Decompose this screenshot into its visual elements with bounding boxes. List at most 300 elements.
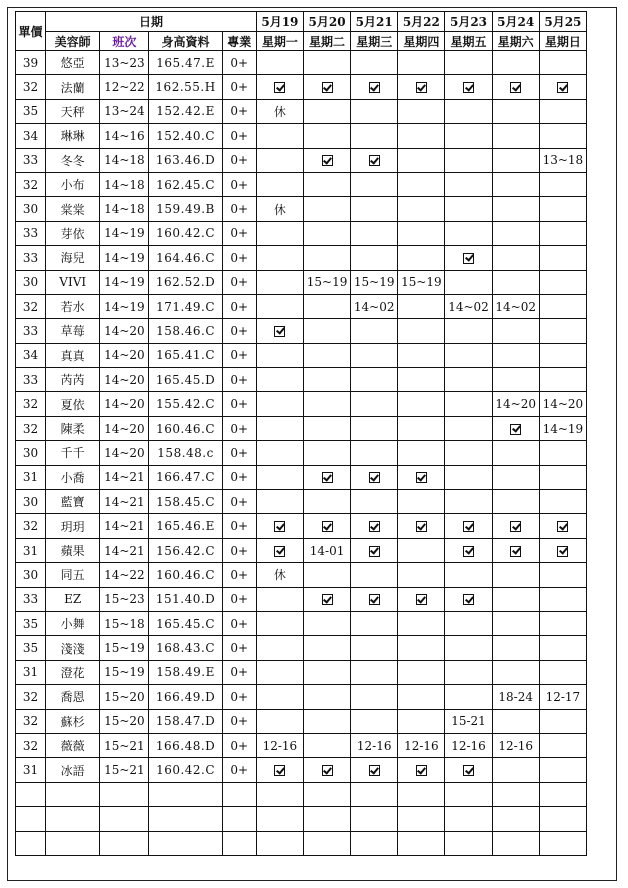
stylist-name: 小舞 xyxy=(46,611,100,635)
shift-cell: 14~19 xyxy=(100,246,149,270)
day-cell xyxy=(398,685,445,709)
day-cell xyxy=(492,563,539,587)
day-cell xyxy=(445,368,492,392)
day-cell xyxy=(539,538,586,562)
header-price: 單價 xyxy=(16,12,46,51)
empty-row xyxy=(16,782,587,806)
body-data-cell: 166.48.D xyxy=(149,733,222,757)
day-cell xyxy=(398,172,445,196)
checkbox-checked-icon xyxy=(463,82,474,93)
day-cell xyxy=(398,611,445,635)
day-cell xyxy=(256,611,303,635)
day-cell xyxy=(398,392,445,416)
day-cell: 14~20 xyxy=(539,392,586,416)
day-cell: 12-16 xyxy=(351,733,398,757)
checkbox-checked-icon xyxy=(369,82,380,93)
day-cell xyxy=(539,587,586,611)
day-cell: 休 xyxy=(256,197,303,221)
header-date-5: 5月24 xyxy=(492,12,539,32)
stylist-name: 冬冬 xyxy=(46,148,100,172)
body-data-cell: 166.49.D xyxy=(149,685,222,709)
price-cell: 33 xyxy=(16,368,46,392)
day-cell xyxy=(303,636,350,660)
day-cell xyxy=(351,538,398,562)
table-row xyxy=(16,611,587,635)
price-cell: 33 xyxy=(16,246,46,270)
day-cell xyxy=(398,514,445,538)
day-cell xyxy=(303,758,350,782)
checkbox-checked-icon xyxy=(557,546,568,557)
day-cell xyxy=(492,490,539,514)
shift-cell: 15~19 xyxy=(100,660,149,684)
header-date-3: 5月22 xyxy=(398,12,445,32)
day-cell xyxy=(492,368,539,392)
empty-cell xyxy=(256,831,303,855)
body-data-cell: 160.42.C xyxy=(149,221,222,245)
day-cell xyxy=(445,636,492,660)
empty-cell xyxy=(303,807,350,831)
stylist-name: 海兒 xyxy=(46,246,100,270)
empty-cell xyxy=(16,807,46,831)
day-cell xyxy=(256,392,303,416)
price-cell: 39 xyxy=(16,51,46,75)
body-data-cell: 162.52.D xyxy=(149,270,222,294)
day-cell xyxy=(445,75,492,99)
day-cell xyxy=(256,124,303,148)
day-cell xyxy=(539,294,586,318)
day-cell xyxy=(398,368,445,392)
table-row xyxy=(16,221,587,245)
checkbox-checked-icon xyxy=(274,765,285,776)
pro-cell: 0+ xyxy=(222,197,256,221)
shift-cell: 15~20 xyxy=(100,709,149,733)
checkbox-checked-icon xyxy=(463,594,474,605)
day-cell xyxy=(539,124,586,148)
checkbox-checked-icon xyxy=(322,472,333,483)
day-cell xyxy=(445,465,492,489)
day-cell: 18-24 xyxy=(492,685,539,709)
day-cell xyxy=(445,270,492,294)
day-cell: 13~18 xyxy=(539,148,586,172)
stylist-name: 棠棠 xyxy=(46,197,100,221)
day-cell xyxy=(445,611,492,635)
empty-cell xyxy=(351,807,398,831)
checkbox-checked-icon xyxy=(557,82,568,93)
day-cell xyxy=(492,172,539,196)
day-cell: 休 xyxy=(256,563,303,587)
body-data-cell: 168.43.C xyxy=(149,636,222,660)
empty-cell xyxy=(46,831,100,855)
shift-cell: 14~21 xyxy=(100,538,149,562)
shift-cell: 12~22 xyxy=(100,75,149,99)
day-cell xyxy=(398,587,445,611)
day-cell xyxy=(256,246,303,270)
price-cell: 32 xyxy=(16,514,46,538)
price-cell: 34 xyxy=(16,124,46,148)
day-cell xyxy=(398,636,445,660)
day-cell xyxy=(398,197,445,221)
pro-cell: 0+ xyxy=(222,99,256,123)
day-cell xyxy=(351,319,398,343)
price-cell: 33 xyxy=(16,319,46,343)
body-data-cell: 160.42.C xyxy=(149,758,222,782)
day-cell: 休 xyxy=(256,99,303,123)
stylist-name: 藍寶 xyxy=(46,490,100,514)
shift-cell: 14~20 xyxy=(100,392,149,416)
stylist-name: 真真 xyxy=(46,343,100,367)
stylist-name: 淺淺 xyxy=(46,636,100,660)
checkbox-checked-icon xyxy=(463,765,474,776)
day-cell xyxy=(445,99,492,123)
body-data-cell: 165.45.D xyxy=(149,368,222,392)
table-row xyxy=(16,148,587,172)
table-row xyxy=(16,343,587,367)
day-cell: 12-16 xyxy=(398,733,445,757)
day-cell xyxy=(445,660,492,684)
empty-cell xyxy=(100,807,149,831)
day-cell xyxy=(398,538,445,562)
day-cell xyxy=(351,124,398,148)
pro-cell: 0+ xyxy=(222,660,256,684)
day-cell xyxy=(492,75,539,99)
day-cell xyxy=(445,587,492,611)
checkbox-checked-icon xyxy=(369,765,380,776)
day-cell xyxy=(492,709,539,733)
stylist-name: 薇薇 xyxy=(46,733,100,757)
price-cell: 30 xyxy=(16,197,46,221)
table-row xyxy=(16,587,587,611)
schedule-body xyxy=(16,51,587,856)
day-cell xyxy=(351,343,398,367)
header-row-dates xyxy=(16,12,587,32)
price-cell: 32 xyxy=(16,416,46,440)
price-cell: 32 xyxy=(16,392,46,416)
day-cell xyxy=(445,490,492,514)
day-cell xyxy=(351,172,398,196)
day-cell xyxy=(351,514,398,538)
checkbox-checked-icon xyxy=(463,253,474,264)
empty-cell xyxy=(445,782,492,806)
body-data-cell: 165.47.E xyxy=(149,51,222,75)
shift-cell: 15~21 xyxy=(100,758,149,782)
body-data-cell: 155.42.C xyxy=(149,392,222,416)
price-cell: 32 xyxy=(16,709,46,733)
day-cell xyxy=(492,636,539,660)
day-cell xyxy=(445,172,492,196)
empty-cell xyxy=(445,831,492,855)
empty-cell xyxy=(222,807,256,831)
day-cell xyxy=(492,538,539,562)
table-row xyxy=(16,636,587,660)
empty-cell xyxy=(222,831,256,855)
day-cell xyxy=(256,441,303,465)
day-cell xyxy=(303,148,350,172)
header-weekday-6: 星期日 xyxy=(539,32,586,51)
checkbox-checked-icon xyxy=(369,155,380,166)
body-data-cell: 156.42.C xyxy=(149,538,222,562)
day-cell: 15~19 xyxy=(351,270,398,294)
day-cell xyxy=(256,75,303,99)
body-data-cell: 163.46.D xyxy=(149,148,222,172)
price-cell: 32 xyxy=(16,75,46,99)
table-row xyxy=(16,392,587,416)
day-cell xyxy=(539,319,586,343)
stylist-name: 夏依 xyxy=(46,392,100,416)
day-cell xyxy=(256,587,303,611)
day-cell xyxy=(351,490,398,514)
empty-cell xyxy=(303,782,350,806)
body-data-cell: 152.40.C xyxy=(149,124,222,148)
day-cell xyxy=(351,636,398,660)
day-cell xyxy=(445,441,492,465)
empty-cell xyxy=(149,831,222,855)
day-cell xyxy=(398,124,445,148)
day-cell xyxy=(351,709,398,733)
body-data-cell: 160.46.C xyxy=(149,416,222,440)
day-cell xyxy=(256,685,303,709)
checkbox-checked-icon xyxy=(416,594,427,605)
header-weekday-2: 星期三 xyxy=(351,32,398,51)
day-cell xyxy=(351,563,398,587)
day-cell xyxy=(256,709,303,733)
checkbox-checked-icon xyxy=(322,594,333,605)
header-body: 身高資料 xyxy=(149,32,222,51)
header-stylist: 美容師 xyxy=(46,32,100,51)
table-row xyxy=(16,246,587,270)
day-cell xyxy=(492,99,539,123)
day-cell xyxy=(351,197,398,221)
shift-cell: 14~19 xyxy=(100,221,149,245)
stylist-name: VIVI xyxy=(46,270,100,294)
day-cell xyxy=(445,319,492,343)
day-cell xyxy=(492,514,539,538)
day-cell xyxy=(303,246,350,270)
price-cell: 31 xyxy=(16,758,46,782)
header-date-label: 日期 xyxy=(46,12,257,32)
pro-cell: 0+ xyxy=(222,75,256,99)
pro-cell: 0+ xyxy=(222,246,256,270)
checkbox-checked-icon xyxy=(416,472,427,483)
empty-row xyxy=(16,831,587,855)
schedule-table xyxy=(15,11,587,856)
day-cell xyxy=(539,465,586,489)
pro-cell: 0+ xyxy=(222,124,256,148)
day-cell xyxy=(303,709,350,733)
day-cell xyxy=(303,587,350,611)
day-cell xyxy=(256,416,303,440)
price-cell: 32 xyxy=(16,294,46,318)
day-cell xyxy=(303,563,350,587)
day-cell xyxy=(351,611,398,635)
pro-cell: 0+ xyxy=(222,368,256,392)
day-cell xyxy=(351,465,398,489)
price-cell: 31 xyxy=(16,660,46,684)
pro-cell: 0+ xyxy=(222,611,256,635)
day-cell xyxy=(445,197,492,221)
shift-cell: 14~19 xyxy=(100,294,149,318)
price-cell: 32 xyxy=(16,172,46,196)
stylist-name: 小喬 xyxy=(46,465,100,489)
body-data-cell: 162.45.C xyxy=(149,172,222,196)
table-row xyxy=(16,368,587,392)
body-data-cell: 160.46.C xyxy=(149,563,222,587)
day-cell xyxy=(351,148,398,172)
day-cell xyxy=(303,124,350,148)
day-cell xyxy=(398,294,445,318)
day-cell xyxy=(539,611,586,635)
checkbox-checked-icon xyxy=(322,155,333,166)
day-cell xyxy=(303,416,350,440)
day-cell xyxy=(539,343,586,367)
header-date-4: 5月23 xyxy=(445,12,492,32)
table-row xyxy=(16,319,587,343)
stylist-name: 芽依 xyxy=(46,221,100,245)
day-cell xyxy=(398,246,445,270)
stylist-name: 小布 xyxy=(46,172,100,196)
day-cell xyxy=(256,465,303,489)
day-cell xyxy=(256,368,303,392)
table-row xyxy=(16,197,587,221)
shift-cell: 13~24 xyxy=(100,99,149,123)
shift-cell: 14~18 xyxy=(100,148,149,172)
checkbox-checked-icon xyxy=(369,521,380,532)
day-cell: 15~19 xyxy=(398,270,445,294)
day-cell xyxy=(351,99,398,123)
day-cell: 15-21 xyxy=(445,709,492,733)
empty-cell xyxy=(256,807,303,831)
price-cell: 30 xyxy=(16,490,46,514)
day-cell xyxy=(539,75,586,99)
day-cell xyxy=(398,660,445,684)
pro-cell: 0+ xyxy=(222,758,256,782)
day-cell xyxy=(256,758,303,782)
stylist-name: 冰語 xyxy=(46,758,100,782)
empty-cell xyxy=(398,831,445,855)
checkbox-checked-icon xyxy=(557,521,568,532)
pro-cell: 0+ xyxy=(222,490,256,514)
checkbox-checked-icon xyxy=(369,472,380,483)
empty-cell xyxy=(351,782,398,806)
day-cell xyxy=(303,490,350,514)
empty-row xyxy=(16,807,587,831)
shift-cell: 15~18 xyxy=(100,611,149,635)
table-row xyxy=(16,51,587,75)
pro-cell: 0+ xyxy=(222,148,256,172)
table-row xyxy=(16,660,587,684)
day-cell xyxy=(398,319,445,343)
header-date-2: 5月21 xyxy=(351,12,398,32)
day-cell xyxy=(256,221,303,245)
stylist-name: 蘇杉 xyxy=(46,709,100,733)
day-cell xyxy=(492,246,539,270)
day-cell xyxy=(539,733,586,757)
stylist-name: 草莓 xyxy=(46,319,100,343)
checkbox-checked-icon xyxy=(463,546,474,557)
table-row xyxy=(16,270,587,294)
day-cell xyxy=(398,709,445,733)
stylist-name: 玥玥 xyxy=(46,514,100,538)
pro-cell: 0+ xyxy=(222,465,256,489)
checkbox-checked-icon xyxy=(510,521,521,532)
table-row xyxy=(16,733,587,757)
day-cell xyxy=(539,758,586,782)
table-row xyxy=(16,758,587,782)
day-cell xyxy=(256,148,303,172)
price-cell: 31 xyxy=(16,538,46,562)
stylist-name: 芮芮 xyxy=(46,368,100,392)
stylist-name: 蘋果 xyxy=(46,538,100,562)
day-cell xyxy=(492,148,539,172)
checkbox-checked-icon xyxy=(322,521,333,532)
pro-cell: 0+ xyxy=(222,636,256,660)
header-date-1: 5月20 xyxy=(303,12,350,32)
day-cell xyxy=(351,587,398,611)
stylist-name: 同五 xyxy=(46,563,100,587)
day-cell xyxy=(303,75,350,99)
day-cell xyxy=(492,319,539,343)
header-date-6: 5月25 xyxy=(539,12,586,32)
stylist-name: 陳柔 xyxy=(46,416,100,440)
table-row xyxy=(16,563,587,587)
day-cell xyxy=(539,172,586,196)
pro-cell: 0+ xyxy=(222,319,256,343)
day-cell xyxy=(539,636,586,660)
day-cell xyxy=(445,538,492,562)
pro-cell: 0+ xyxy=(222,172,256,196)
body-data-cell: 158.49.E xyxy=(149,660,222,684)
day-cell: 14-01 xyxy=(303,538,350,562)
day-cell xyxy=(351,392,398,416)
day-cell xyxy=(398,563,445,587)
checkbox-checked-icon xyxy=(369,546,380,557)
day-cell xyxy=(445,124,492,148)
day-cell xyxy=(539,51,586,75)
day-cell xyxy=(351,368,398,392)
table-row xyxy=(16,172,587,196)
pro-cell: 0+ xyxy=(222,392,256,416)
day-cell xyxy=(303,319,350,343)
day-cell xyxy=(303,733,350,757)
empty-cell xyxy=(16,831,46,855)
body-data-cell: 159.49.B xyxy=(149,197,222,221)
day-cell xyxy=(492,51,539,75)
day-cell xyxy=(303,221,350,245)
pro-cell: 0+ xyxy=(222,416,256,440)
price-cell: 32 xyxy=(16,733,46,757)
day-cell xyxy=(256,514,303,538)
day-cell xyxy=(539,270,586,294)
empty-cell xyxy=(539,782,586,806)
day-cell xyxy=(445,758,492,782)
price-cell: 30 xyxy=(16,270,46,294)
day-cell xyxy=(492,124,539,148)
pro-cell: 0+ xyxy=(222,733,256,757)
day-cell xyxy=(492,197,539,221)
empty-cell xyxy=(303,831,350,855)
pro-cell: 0+ xyxy=(222,587,256,611)
stylist-name: 千千 xyxy=(46,441,100,465)
checkbox-checked-icon xyxy=(274,82,285,93)
stylist-name: EZ xyxy=(46,587,100,611)
day-cell xyxy=(539,197,586,221)
price-cell: 33 xyxy=(16,148,46,172)
day-cell: 12-17 xyxy=(539,685,586,709)
day-cell xyxy=(256,343,303,367)
empty-cell xyxy=(539,831,586,855)
day-cell xyxy=(303,368,350,392)
day-cell: 12-16 xyxy=(492,733,539,757)
shift-cell: 15~20 xyxy=(100,685,149,709)
